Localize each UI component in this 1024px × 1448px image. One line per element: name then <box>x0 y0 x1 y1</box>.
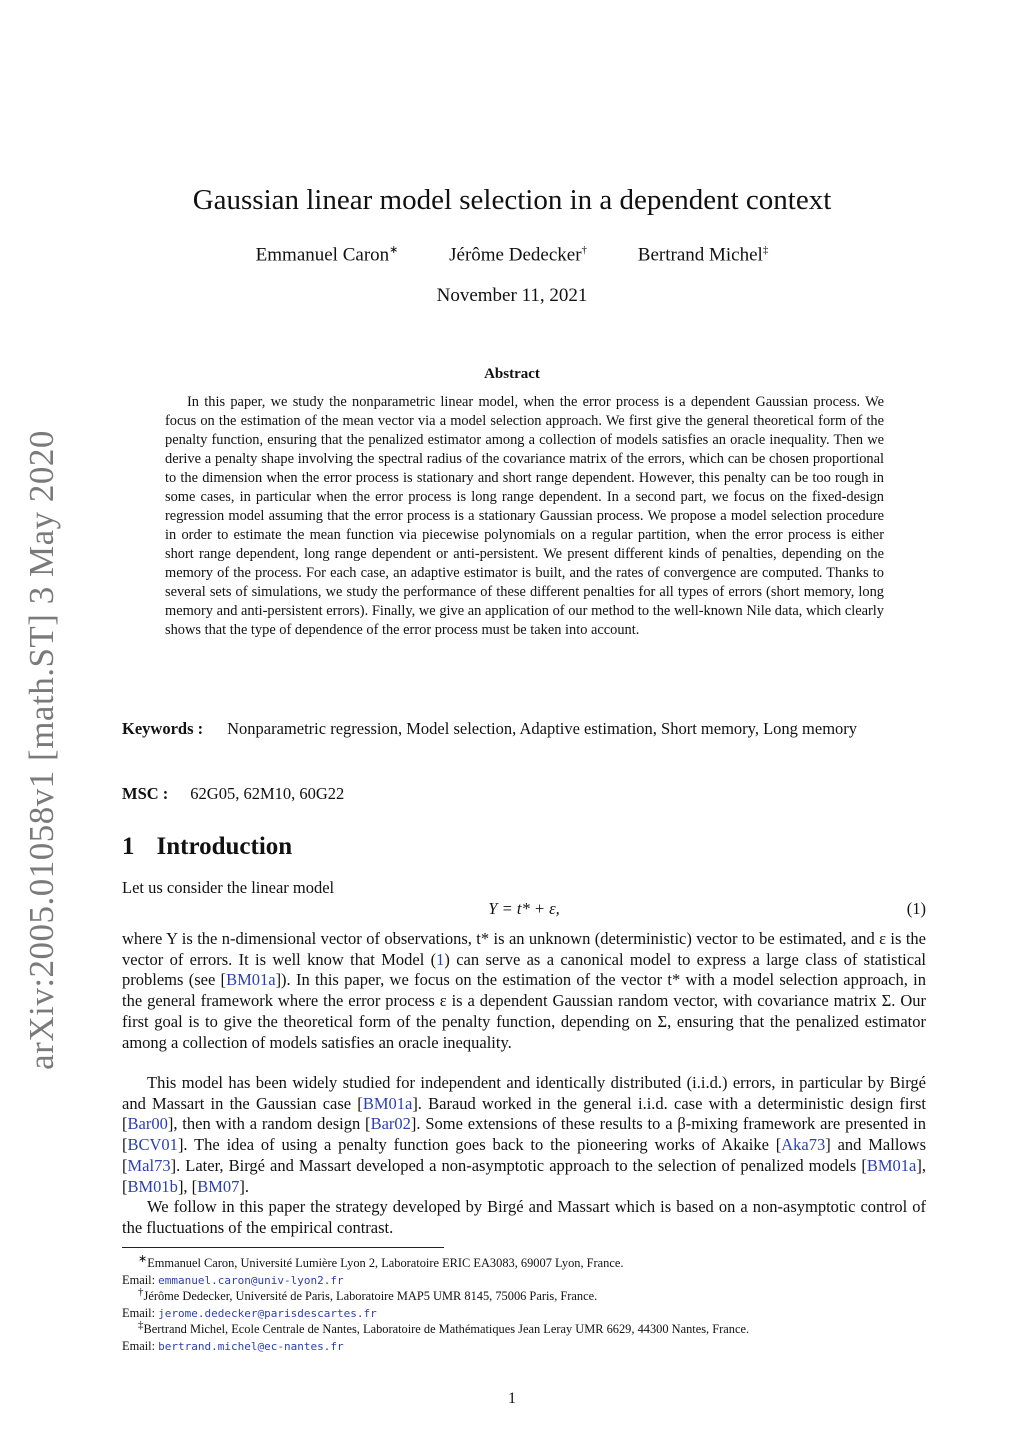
author-2 <box>449 244 587 266</box>
footnote-rule <box>122 1247 444 1248</box>
citation-link[interactable]: BM01a <box>226 970 276 990</box>
footnote-3 <box>122 1317 926 1355</box>
paper-date: November 11, 2021 <box>436 285 588 306</box>
author-name: Bertrand Michel <box>637 244 763 266</box>
email-label: Email: <box>122 1338 156 1353</box>
page-number: 1 <box>508 1390 516 1407</box>
keywords <box>122 718 926 739</box>
text-run: ]. <box>239 1176 249 1196</box>
text-run: ) can serve as a canonical model to express a large class of statistical problems (see [ <box>122 949 926 990</box>
text-run: ]. Baraud worked in the general i.i.d. case with a deterministic design first [ <box>122 1093 926 1134</box>
arxiv-sidebar-stamp <box>14 430 70 1070</box>
author-name: Jérôme Dedecker <box>449 244 582 266</box>
text-run: ], [ <box>177 1176 198 1196</box>
author-name: Emmanuel Caron <box>255 244 390 266</box>
msc-codes <box>122 784 926 804</box>
footnote-mark: ∗ <box>138 1253 148 1265</box>
footnote-mark: † <box>138 1286 144 1298</box>
text-run: ]). In this paper, we focus on the estimation of the vector t* with a model selection approach, in the general framework where the error process ε is a dependent Gaussian random vector, with covariance matrix Σ. Our first goal is to give the theoretical form of the penalty function, depending on Σ, ensuring that the penalized estimator among a collection of models satisfies an oracle inequality. <box>122 970 926 1052</box>
text-run: This model has been widely studied for independent and identically distributed (i.i.d.) errors, in particular by Birgé and Massart in the Gaussian case [ <box>122 1073 926 1113</box>
intro-paragraph-3: We follow in this paper the strategy developed by Birgé and Massart which is based on a non-asymptotic control of the fluctuations of the empirical contrast. <box>122 1197 926 1237</box>
author-list <box>0 243 1024 266</box>
equation-number: (1) <box>906 899 926 918</box>
msc-text: 62G05, 62M10, 60G22 <box>190 784 345 803</box>
equation-text: Y = t* + ε, <box>488 899 560 918</box>
text-run: ]. Some extensions of these results to a β-mixing framework are presented in [ <box>122 1114 926 1155</box>
author-mark: ∗ <box>389 244 399 256</box>
footnote-text: Emmanuel Caron, Université Lumière Lyon 2, Laboratoire ERIC EA3083, 69007 Lyon, France. <box>147 1256 624 1271</box>
abstract-text: In this paper, we study the nonparametric linear model, when the error process is a dependent Gaussian process. We focus on the estimation of the mean vector via a model selection approach. We first give the general theoretical form of the penalty function, ensuring that the penalized estimator among a collection of models satisfies an oracle inequality. Then we derive a penalty shape involving the spectral radius of the covariance matrix of the errors, which can be chosen proportional to the dimension when the error process is stationary and short range dependent. However, this penalty can be too rough in some cases, in particular when the error process is long range dependent. In a second part, we focus on the fixed-design regression model assuming that the error process is a stationary Gaussian process. We propose a model selection procedure in order to estimate the mean function via piecewise polynomials on a regular partition, when the error process is either short range dependent, long range dependent or anti-persistent. We present different kinds of penalties, depending on the memory of the process. For each case, an adaptive estimator is built, and the rates of convergence are computed. Thanks to several sets of simulations, we study the performance of these different penalties for all types of errors (short memory, long memory and anti-persistent errors). Finally, we give an application of our method to the well-known Nile data, which clearly shows that the type of dependence of the error process must be taken into account. <box>165 394 884 638</box>
email-link[interactable]: bertrand.michel@ec-nantes.fr <box>158 1339 344 1353</box>
citation-link[interactable]: BM01a <box>866 1155 917 1175</box>
text-run: ], then with a random design [ <box>167 1114 371 1134</box>
citation-link[interactable]: Mal73 <box>127 1155 171 1175</box>
author-mark: ‡ <box>762 244 769 256</box>
author-3 <box>638 244 769 266</box>
text-run: ]. The idea of using a penalty function goes back to the pioneering works of Akaike [ <box>177 1135 782 1155</box>
footnote-text: Bertrand Michel, Ecole Centrale de Nantes, Laboratoire de Mathématiques Jean Leray UMR 6629, 44300 Nantes, France. <box>143 1322 750 1337</box>
intro-paragraph-2 <box>122 1073 926 1197</box>
author-mark: † <box>581 244 588 256</box>
paper-title: Gaussian linear model selection in a dependent context <box>192 184 832 216</box>
email-label: Email: <box>122 1272 156 1287</box>
text-run: ] and Mallows [ <box>122 1135 926 1175</box>
footnote-mark: ‡ <box>138 1319 144 1331</box>
footnote-text: Jérôme Dedecker, Université de Paris, Laboratoire MAP5 UMR 8145, 75006 Paris, France. <box>143 1289 598 1304</box>
section-number: 1 <box>122 833 135 860</box>
text-run: where Y is the n-dimensional vector of observations, t* is an unknown (deterministic) vector to be estimated, and ε is the vector of errors. It is well know that Model ( <box>122 929 926 969</box>
keywords-label: Keywords : <box>122 719 204 738</box>
citation-link[interactable]: Aka73 <box>781 1135 826 1155</box>
citation-link[interactable]: BM01b <box>127 1176 178 1196</box>
email-link[interactable]: jerome.dedecker@parisdescartes.fr <box>158 1306 377 1320</box>
email-link[interactable]: emmanuel.caron@univ-lyon2.fr <box>158 1273 344 1287</box>
msc-label: MSC : <box>122 784 169 803</box>
author-1 <box>256 243 399 266</box>
intro-paragraph-1 <box>122 929 926 1053</box>
text-run: ], [ <box>122 1155 926 1196</box>
section-heading <box>122 833 292 861</box>
citation-link[interactable]: Bar02 <box>370 1114 411 1134</box>
intro-lead: Let us consider the linear model <box>122 878 335 897</box>
keywords-text: Nonparametric regression, Model selection, Adaptive estimation, Short memory, Long memory <box>227 719 858 738</box>
text-run: ]. Later, Birgé and Massart developed a non-asymptotic approach to the selection of penalized models [ <box>170 1155 867 1175</box>
citation-link[interactable]: BM01a <box>362 1093 413 1113</box>
citation-link[interactable]: BCV01 <box>127 1135 178 1155</box>
equation-1 <box>122 899 926 921</box>
abstract-heading: Abstract <box>484 366 540 382</box>
arxiv-id: arXiv:2005.01058v1 [math.ST] 3 May 2020 <box>22 430 61 1070</box>
section-title: Introduction <box>156 833 293 860</box>
citation-link[interactable]: BM07 <box>197 1176 240 1196</box>
citation-link[interactable]: Bar00 <box>127 1114 168 1134</box>
equation-ref-link[interactable]: 1 <box>436 949 445 969</box>
email-label: Email: <box>122 1305 156 1320</box>
